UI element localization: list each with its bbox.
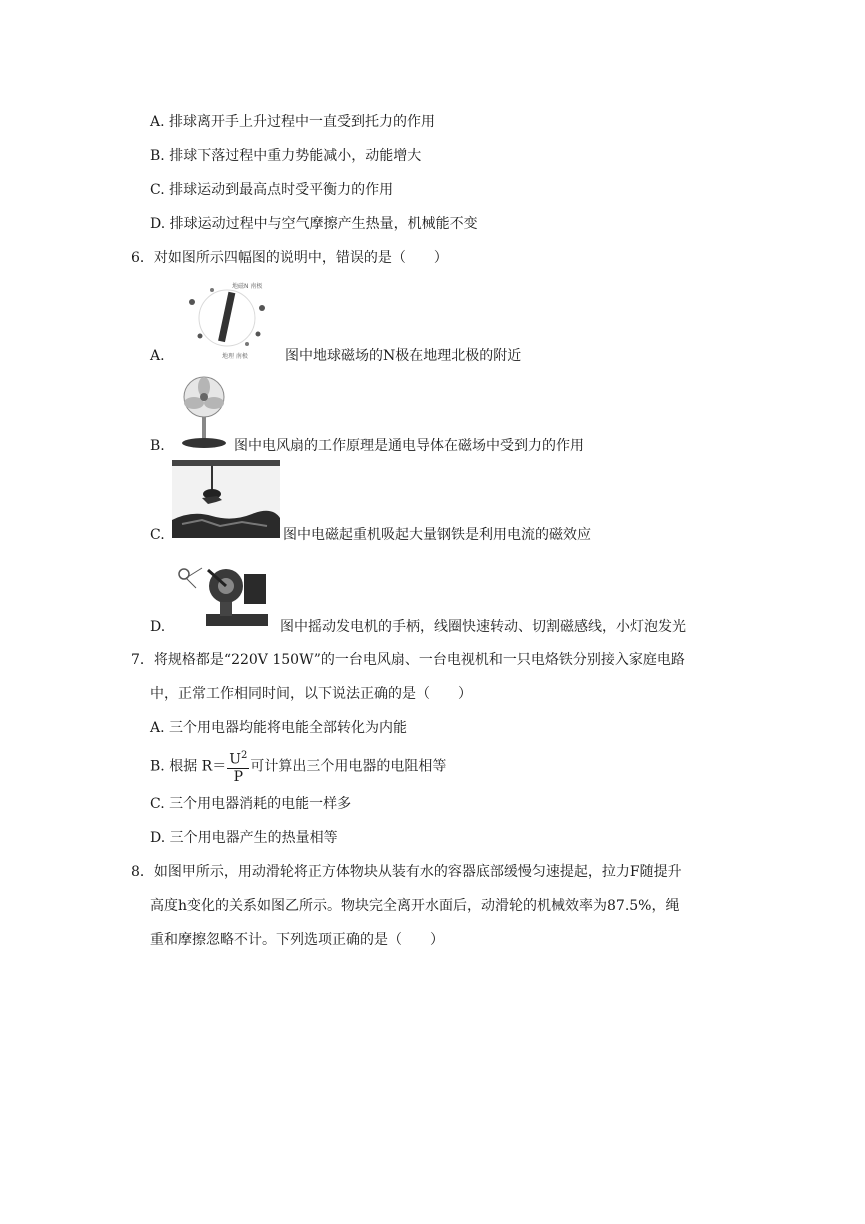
option-label: A. xyxy=(150,720,165,736)
option-label: B. xyxy=(150,758,165,775)
q6-option-a-text: 图中地球磁场的N极在地理北极的附近 xyxy=(285,348,522,364)
option-text-before: 根据 R＝ xyxy=(169,758,227,775)
q6-option-b-text: 图中电风扇的工作原理是通电导体在磁场中受到力的作用 xyxy=(234,438,584,454)
hand-generator-figure xyxy=(172,554,276,632)
option-text: 三个用电器消耗的电能一样多 xyxy=(169,796,352,812)
formula-fraction xyxy=(227,748,249,785)
q7-option-a xyxy=(150,719,407,737)
option-label: B. xyxy=(150,148,165,164)
q7-stem-line2: 中，正常工作相同时间，以下说法正确的是（ ） xyxy=(150,686,472,702)
option-label: D. xyxy=(150,216,166,232)
option-text: 排球离开手上升过程中一直受到托力的作用 xyxy=(169,114,436,130)
compass-globe-figure xyxy=(172,278,282,360)
q8-stem-line2: 高度h变化的关系如图乙所示。物块完全离开水面后，动滑轮的机械效率为87.5%，绳 xyxy=(150,898,680,914)
q8-stem-line3: 重和摩擦忽略不计。下列选项正确的是（ ） xyxy=(150,932,444,948)
option-text: 排球下落过程中重力势能减小，动能增大 xyxy=(169,148,422,164)
q6-option-d-label: D. xyxy=(150,619,166,635)
option-label: C. xyxy=(150,796,165,812)
option-text-after: 可计算出三个用电器的电阻相等 xyxy=(250,758,447,775)
q5-option-b xyxy=(150,147,421,165)
formula-numerator: $U^2$ xyxy=(229,750,248,768)
formula-denominator: P xyxy=(233,768,243,785)
q6-option-b-label: B. xyxy=(150,438,165,454)
q8-stem-line1: 8．如图甲所示，用动滑轮将正方体物块从装有水的容器底部缓慢匀速提起，拉力F随提升 xyxy=(131,864,682,880)
option-label: D. xyxy=(150,830,166,846)
electromagnetic-crane-figure xyxy=(172,460,280,538)
option-text: 三个用电器产生的热量相等 xyxy=(169,830,338,846)
q7-stem-line1: 7．将规格都是“220V 150W”的一台电风扇、一台电视机和一只电烙铁分别接入家庭电路 xyxy=(131,652,685,668)
figure-caption-top: 地磁N 南极 xyxy=(232,283,263,290)
q7-option-b xyxy=(150,748,446,785)
option-text: 排球运动到最高点时受平衡力的作用 xyxy=(169,182,394,198)
q6-option-c-label: C. xyxy=(150,527,165,543)
q6-option-c-text: 图中电磁起重机吸起大量钢铁是利用电流的磁效应 xyxy=(283,527,591,543)
q7-option-d xyxy=(150,829,338,847)
option-label: A. xyxy=(150,114,165,130)
q6-option-d-text: 图中摇动发电机的手柄，线圈快速转动、切割磁感线，小灯泡发光 xyxy=(280,619,686,635)
q5-option-a xyxy=(150,113,435,131)
q5-option-c xyxy=(150,181,393,199)
option-text: 三个用电器均能将电能全部转化为内能 xyxy=(169,720,408,736)
option-label: C. xyxy=(150,182,165,198)
q6-option-a-label: A. xyxy=(150,348,165,364)
figure-caption-bottom: 地理 南极 xyxy=(222,353,248,360)
q6-stem: 6．对如图所示四幅图的说明中，错误的是（ ） xyxy=(131,250,448,266)
electric-fan-figure xyxy=(172,373,232,453)
q7-option-c xyxy=(150,795,351,813)
formula-exponent: 2 xyxy=(241,750,248,761)
option-text: 排球运动过程中与空气摩擦产生热量，机械能不变 xyxy=(169,216,478,232)
q5-option-d xyxy=(150,215,478,233)
